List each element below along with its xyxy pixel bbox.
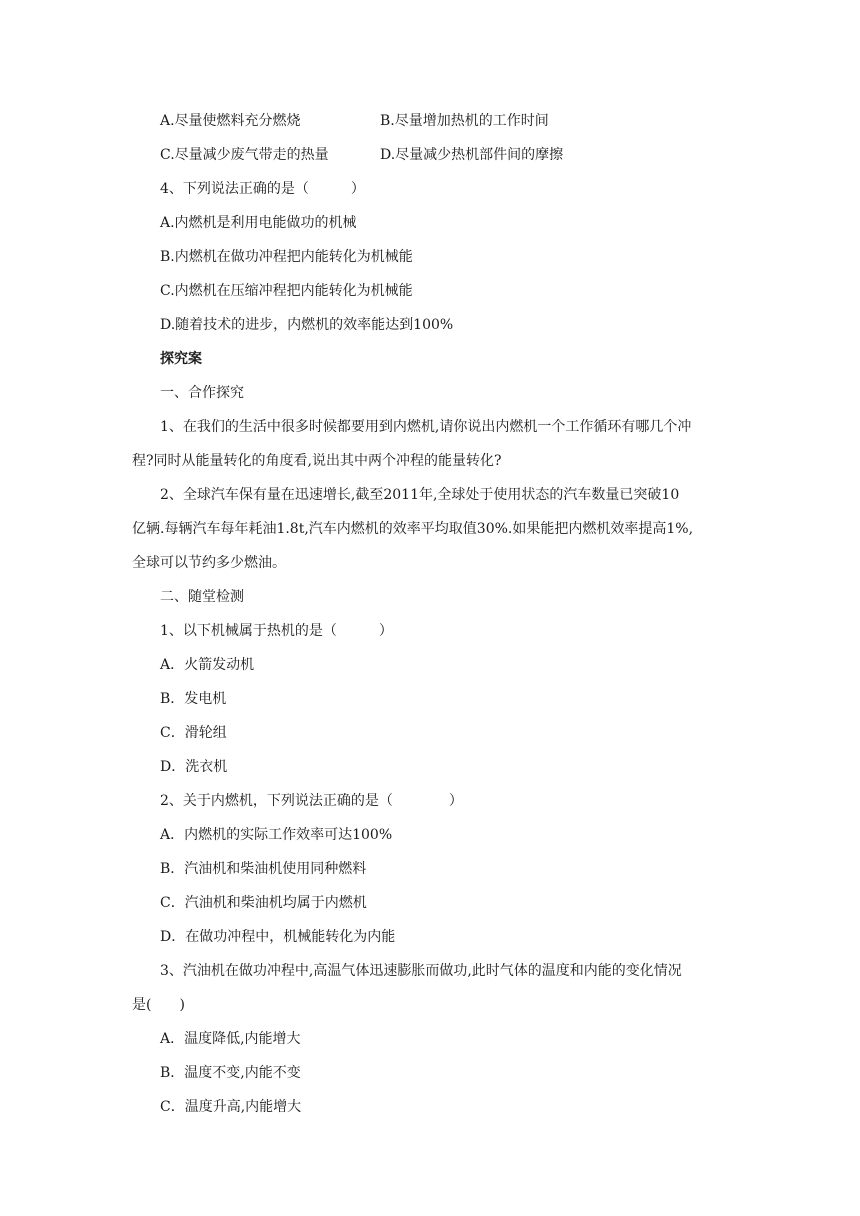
s2-q1-stem: 1、以下机械属于热机的是（ ） xyxy=(160,623,393,639)
s2-q1-option-c: C．滑轮组 xyxy=(160,725,227,741)
s2-q2-option-d: D．在做功冲程中，机械能转化为内能 xyxy=(160,929,396,945)
q4-stem: 4、下列说法正确的是（ ） xyxy=(160,181,365,197)
s2-q1-option-a: A．火箭发动机 xyxy=(160,657,255,673)
q3-option-b: B.尽量增加热机的工作时间 xyxy=(380,113,549,129)
s2-q3-stem-line1: 3、汽油机在做功冲程中,高温气体迅速膨胀而做功,此时气体的温度和内能的变化情况 xyxy=(160,963,682,979)
explore-title: 探究案 xyxy=(160,351,202,367)
s2-q3-option-a: A．温度降低,内能增大 xyxy=(160,1031,301,1047)
s2-q1-option-b: B．发电机 xyxy=(160,691,227,707)
section1-p1-line2: 程?同时从能量转化的角度看,说出其中两个冲程的能量转化? xyxy=(132,453,502,469)
section1-p1-line1: 1、在我们的生活中很多时候都要用到内燃机,请你说出内燃机一个工作循环有哪几个冲 xyxy=(160,419,692,435)
q4-option-c: C.内燃机在压缩冲程把内能转化为机械能 xyxy=(160,283,413,299)
s2-q3-option-c: C．温度升高,内能增大 xyxy=(160,1099,302,1115)
s2-q2-option-b: B．汽油机和柴油机使用同种燃料 xyxy=(160,861,367,877)
section1-p2-line3: 全球可以节约多少燃油。 xyxy=(132,555,286,571)
section1-heading: 一、合作探究 xyxy=(160,385,244,401)
q4-option-b: B.内燃机在做功冲程把内能转化为机械能 xyxy=(160,249,413,265)
s2-q2-option-c: C．汽油机和柴油机均属于内燃机 xyxy=(160,895,367,911)
s2-q3-option-b: B．温度不变,内能不变 xyxy=(160,1065,301,1081)
q4-option-a: A.内燃机是利用电能做功的机械 xyxy=(160,215,357,231)
q4-option-d: D.随着技术的进步，内燃机的效率能达到100% xyxy=(160,317,454,333)
q3-option-c: C.尽量减少废气带走的热量 xyxy=(160,147,329,163)
s2-q2-stem: 2、关于内燃机，下列说法正确的是（ ） xyxy=(160,793,463,809)
q3-option-d: D.尽量减少热机部件间的摩擦 xyxy=(380,147,564,163)
s2-q1-option-d: D．洗衣机 xyxy=(160,759,228,775)
section1-p2-line2: 亿辆.每辆汽车每年耗油1.8t,汽车内燃机的效率平均取值30%.如果能把内燃机效率提高1%, xyxy=(132,521,694,537)
section1-p2-line1: 2、全球汽车保有量在迅速增长,截至2011年,全球处于使用状态的汽车数量已突破10 xyxy=(160,487,680,503)
section2-heading: 二、随堂检测 xyxy=(160,589,244,605)
s2-q2-option-a: A．内燃机的实际工作效率可达100% xyxy=(160,827,393,843)
s2-q3-stem-line2: 是( ) xyxy=(132,997,185,1013)
q3-option-a: A.尽量使燃料充分燃烧 xyxy=(160,113,301,129)
